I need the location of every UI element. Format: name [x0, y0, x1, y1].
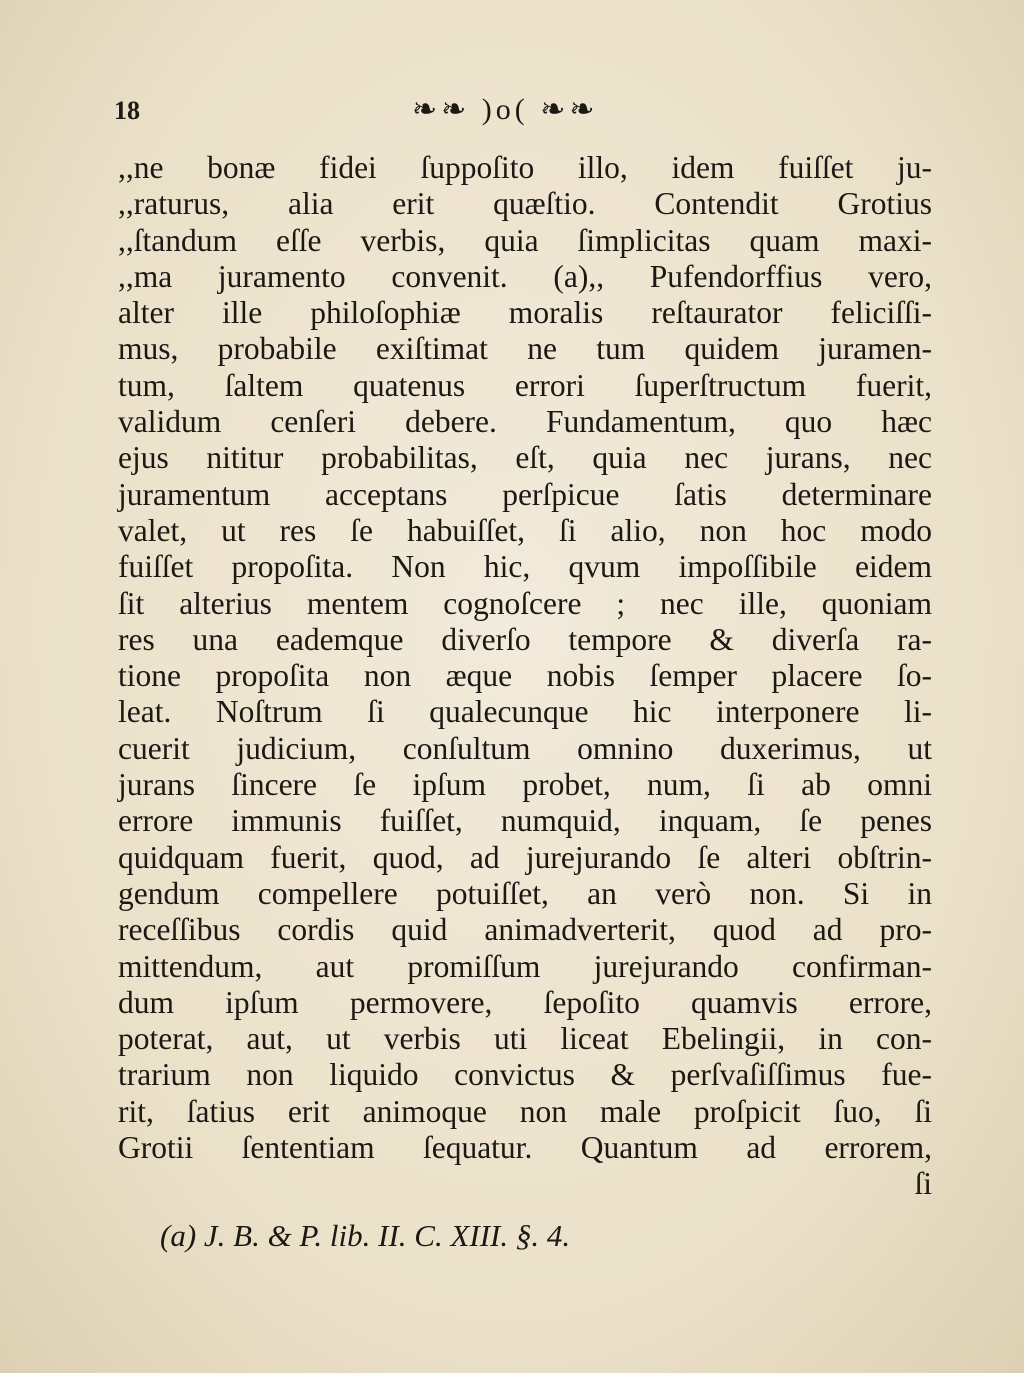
text-line: validum cenſeri debere. Fundamentum, quo hæc [118, 404, 932, 440]
text-line: leat. Noſtrum ſi qualecunque hic interponere li- [118, 694, 932, 730]
text-line: res una eademque diverſo tempore & diverſa ra- [118, 621, 932, 657]
page-number: 18 [114, 96, 140, 125]
text-line: Grotii ſententiam ſequatur. Quantum ad errorem, [118, 1130, 932, 1166]
text-line: tum, ſaltem quatenus errori ſuperſtructum fuerit, [118, 367, 932, 403]
header-ornament: ❧❧ )o( ❧❧ [412, 93, 599, 126]
text-line: poterat, aut, ut verbis uti liceat Ebelingii, in con- [118, 1021, 932, 1057]
running-header [112, 92, 932, 132]
text-line: gendum compellere potuiſſet, an verò non. Si in [118, 875, 932, 911]
text-line: juramentum acceptans perſpicue ſatis determinare [118, 476, 932, 512]
text-line: tione propoſita non æque nobis ſemper placere ſo- [118, 658, 932, 694]
text-line: receſſibus cordis quid animadverterit, quod ad pro- [118, 912, 932, 948]
text-line: errore immunis fuiſſet, numquid, inquam, ſe penes [118, 803, 932, 839]
text-line: ,,ſtandum eſſe verbis, quia ſimplicitas quam maxi- [118, 222, 932, 258]
text-line: valet, ut res ſe habuiſſet, ſi alio, non hoc modo [118, 512, 932, 548]
text-line: cuerit judicium, conſultum omnino duxerimus, ut [118, 730, 932, 766]
text-line: ſi [914, 1166, 932, 1202]
text-line: ,,raturus, alia erit quæſtio. Contendit Grotius [118, 186, 932, 222]
text-line: mus, probabile exiſtimat ne tum quidem juramen- [118, 331, 932, 367]
text-line: quidquam fuerit, quod, ad jurejurando ſe alteri obſtrin- [118, 839, 932, 875]
body-text [118, 150, 932, 1203]
text-line: trarium non liquido convictus & perſvaſiſſimus fue- [118, 1057, 932, 1093]
text-line: mittendum, aut promiſſum jurejurando confirman- [118, 948, 932, 984]
text-line: alter ille philoſophiæ moralis reſtaurator feliciſſi- [118, 295, 932, 331]
text-line: ſit alterius mentem cognoſcere ; nec ille, quoniam [118, 585, 932, 621]
text-line: rit, ſatius erit animoque non male proſpicit ſuo, ſi [118, 1093, 932, 1129]
text-line: jurans ſincere ſe ipſum probet, num, ſi ab omni [118, 767, 932, 803]
footnote: (a) J. B. & P. lib. II. C. XIII. §. 4. [160, 1218, 571, 1253]
text-line: fuiſſet propoſita. Non hic, qvum impoſſibile eidem [118, 549, 932, 585]
text-line: ,,ne bonæ fidei ſuppoſito illo, idem fuiſſet ju- [118, 150, 932, 185]
text-line: ejus nititur probabilitas, eſt, quia nec jurans, nec [118, 440, 932, 476]
text-line: ,,ma juramento convenit. (a),, Pufendorffius vero, [118, 258, 932, 294]
text-line: dum ipſum permovere, ſepoſito quamvis errore, [118, 984, 932, 1020]
